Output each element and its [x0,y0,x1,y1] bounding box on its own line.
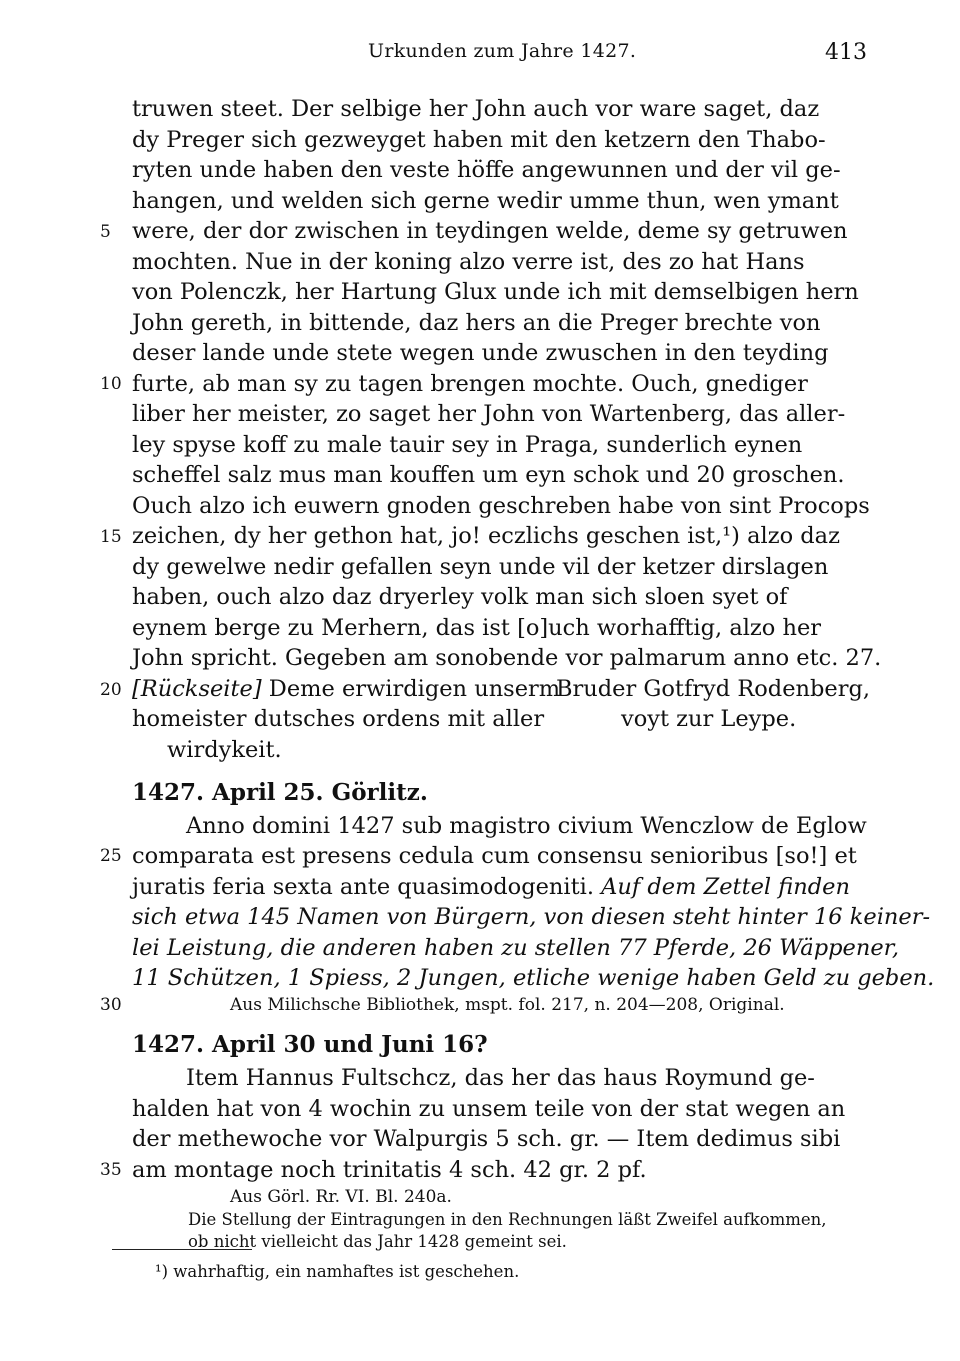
text-line: von Polenczk, her Hartung Glux unde ich mit demselbigen hern [132,279,859,305]
footnote-rule [112,1249,252,1250]
address-label: [Rückseite] [132,676,262,702]
text-line: am montage noch trinitatis 4 sch. 42 gr. 2 pf. [132,1157,647,1183]
text-line: comparata est presens cedula cum consensu senioribus [so!] et [132,843,857,869]
text-line: Item Hannus Fultschcz, das her das haus Roymund ge- [186,1065,815,1091]
text-line: lei Leistung, die anderen haben zu stellen 77 Pferde, 26 Wäppener, [132,935,900,961]
text-line: John spricht. Gegeben am sonobende vor palmarum anno etc. 27. [132,645,882,671]
text-line: were, der dor zwischen in teydingen welde, deme sy getruwen [132,218,848,244]
text-line: truwen steet. Der selbige her John auch vor ware saget, daz [132,96,820,122]
address-line: [Rückseite] Deme erwirdigen unserm [132,676,561,702]
editor-note: Die Stellung der Eintragungen in den Rechnungen läßt Zweifel aufkommen, [188,1210,827,1229]
source-note: Aus Milichsche Bibliothek, mspt. fol. 217, n. 204—208, Original. [230,995,785,1015]
text-line: 11 Schützen, 1 Spiess, 2 Jungen, etliche wenige haben Geld zu geben. [132,965,935,991]
text-line: deser lande unde stete wegen unde zwuschen in den teyding [132,340,829,366]
text-line: hangen, und welden sich gerne wedir umme thun, wen ymant [132,188,839,214]
text-line: John gereth, in bittende, daz hers an die Preger brechte von [132,310,821,336]
text-line: sich etwa 145 Namen von Bürgern, von diesen steht hinter 16 keiner- [132,904,931,930]
text-line: liber her meister, zo saget her John von Wartenberg, das aller- [132,401,846,427]
text-line: scheffel salz mus man kouffen um eyn schok und 20 groschen. [132,462,845,488]
text-line: Anno domini 1427 sub magistro civium Wenczlow de Eglow [186,813,867,839]
text-line: ley spyse koff zu male tauir sey in Praga, sunderlich eynen [132,432,803,458]
section-heading: 1427. April 30 und Juni 16? [132,1031,488,1058]
address-recipient: voyt zur Leype. [621,706,797,732]
page-number: 413 [825,40,867,65]
source-note: Aus Görl. Rr. VI. Bl. 240a. [230,1187,452,1207]
text-line: zeichen, dy her gethon hat, jo! eczlichs geschen ist,¹) alzo daz [132,523,840,549]
text-line: der methewoche vor Walpurgis 5 sch. gr. — Item dedimus sibi [132,1126,841,1152]
text-line: juratis feria sexta ante quasimodogeniti. Auf dem Zettel finden [132,874,850,900]
footnote: ¹) wahrhaftig, ein namhaftes ist geschehen. [155,1262,520,1281]
text-line: furte, ab man sy zu tagen brengen mochte. Ouch, gnediger [132,371,808,397]
section-heading: 1427. April 25. Görlitz. [132,779,428,806]
text-line: ryten unde haben den veste höffe angewunnen und der vil ge- [132,157,841,183]
address-recipient: Bruder Gotfryd Rodenberg, [556,676,871,702]
editor-note: ob nicht vielleicht das Jahr 1428 gemeint sei. [188,1232,567,1251]
running-title: Urkunden zum Jahre 1427. [368,40,637,62]
text-line: mochten. Nue in der koning alzo verre ist, des zo hat Hans [132,249,805,275]
running-header [0,40,960,70]
text-line: haben, ouch alzo daz dryerley volk man sich sloen syet of [132,584,788,610]
text-line: halden hat von 4 wochin zu unsem teile von der stat wegen an [132,1096,846,1122]
text-line: Ouch alzo ich euwern gnoden geschreben habe von sint Procops [132,493,870,519]
text-line: dy gewelwe nedir gefallen seyn unde vil der ketzer dirslagen [132,554,829,580]
text-line: eynem berge zu Merhern, das ist [o]uch worhafftig, alzo her [132,615,822,641]
text-line: dy Preger sich gezweyget haben mit den ketzern den Thabo- [132,127,826,153]
address-line: homeister dutsches ordens mit aller [132,706,545,732]
address-line: wirdykeit. [167,737,282,763]
